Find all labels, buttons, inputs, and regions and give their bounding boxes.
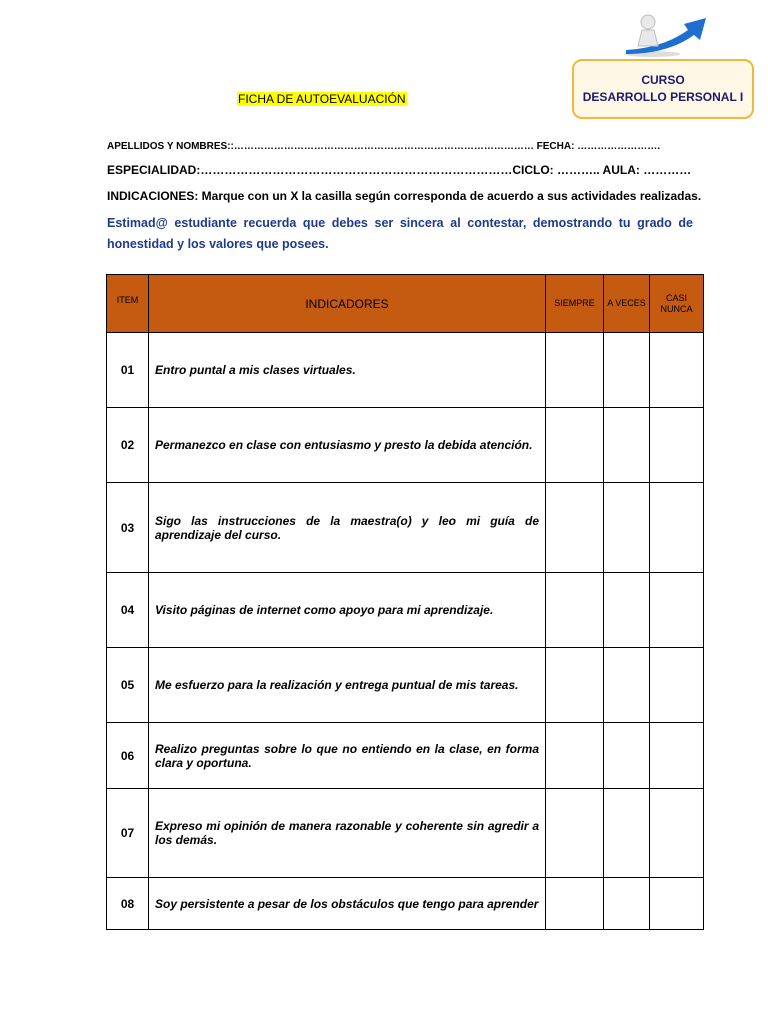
row-indicator: Visito páginas de internet como apoyo para mi aprendizaje. [149,573,546,648]
cell-rarely[interactable] [650,408,704,483]
cell-sometimes[interactable] [604,333,650,408]
row-indicator: Realizo preguntas sobre lo que no entiendo en la clase, en forma clara y oportuna. [149,723,546,789]
cell-sometimes[interactable] [604,878,650,930]
table-row [107,723,704,789]
cell-sometimes[interactable] [604,573,650,648]
page-title: FICHA DE AUTOEVALUACIÓN [238,92,406,106]
course-box [572,59,754,119]
cell-always[interactable] [546,789,604,878]
cell-always[interactable] [546,333,604,408]
course-label: CURSO [641,73,685,87]
row-number: 06 [107,723,149,789]
evaluation-table [106,274,704,930]
cell-sometimes[interactable] [604,723,650,789]
cell-sometimes[interactable] [604,789,650,878]
table-row [107,483,704,573]
cell-rarely[interactable] [650,648,704,723]
row-indicator: Entro puntal a mis clases virtuales. [149,333,546,408]
row-indicator: Me esfuerzo para la realización y entrega puntual de mis tareas. [149,648,546,723]
header-item: ITEM [107,275,149,333]
names-date-field[interactable]: APELLIDOS Y NOMBRES::……………………………………………………………………………… FECHA: ……………………. [107,141,660,152]
cell-always[interactable] [546,408,604,483]
cell-sometimes[interactable] [604,648,650,723]
cell-rarely[interactable] [650,878,704,930]
cell-rarely[interactable] [650,573,704,648]
row-number: 04 [107,573,149,648]
cell-rarely[interactable] [650,789,704,878]
row-indicator: Soy persistente a pesar de los obstáculos que tengo para aprender [149,878,546,930]
row-number: 02 [107,408,149,483]
row-indicator: Permanezco en clase con entusiasmo y presto la debida atención. [149,408,546,483]
cell-always[interactable] [546,723,604,789]
row-indicator: Sigo las instrucciones de la maestra(o) y leo mi guía de aprendizaje del curso. [149,483,546,573]
instructions-text: INDICACIONES: Marque con un X la casilla según corresponda de acuerdo a sus actividades realizadas. [107,189,702,203]
cell-always[interactable] [546,573,604,648]
header-rarely: CASI NUNCA [650,275,704,333]
cell-rarely[interactable] [650,723,704,789]
cell-sometimes[interactable] [604,408,650,483]
table-row [107,573,704,648]
table-row [107,789,704,878]
cell-sometimes[interactable] [604,483,650,573]
row-indicator: Expreso mi opinión de manera razonable y coherente sin agredir a los demás. [149,789,546,878]
row-number: 03 [107,483,149,573]
cell-always[interactable] [546,648,604,723]
cell-rarely[interactable] [650,333,704,408]
cell-always[interactable] [546,878,604,930]
table-row [107,648,704,723]
course-name: DESARROLLO PERSONAL I [582,90,744,104]
header-indicators: INDICADORES [149,275,546,333]
header-always: SIEMPRE [546,275,604,333]
header-sometimes: A VECES [604,275,650,333]
growth-arrow-logo-icon [618,10,718,58]
table-row [107,878,704,930]
student-note: Estimad@ estudiante recuerda que debes ser sincera al contestar, demostrando tu grado de honestidad y los valores que posees. [107,216,693,251]
cell-rarely[interactable] [650,483,704,573]
cell-always[interactable] [546,483,604,573]
row-number: 01 [107,333,149,408]
row-number: 07 [107,789,149,878]
row-number: 08 [107,878,149,930]
row-number: 05 [107,648,149,723]
table-row [107,333,704,408]
table-row [107,408,704,483]
specialty-cycle-room-field[interactable]: ESPECIALIDAD:……………………………………………………………………CICLO: ……….. AULA: ………… [107,163,692,177]
